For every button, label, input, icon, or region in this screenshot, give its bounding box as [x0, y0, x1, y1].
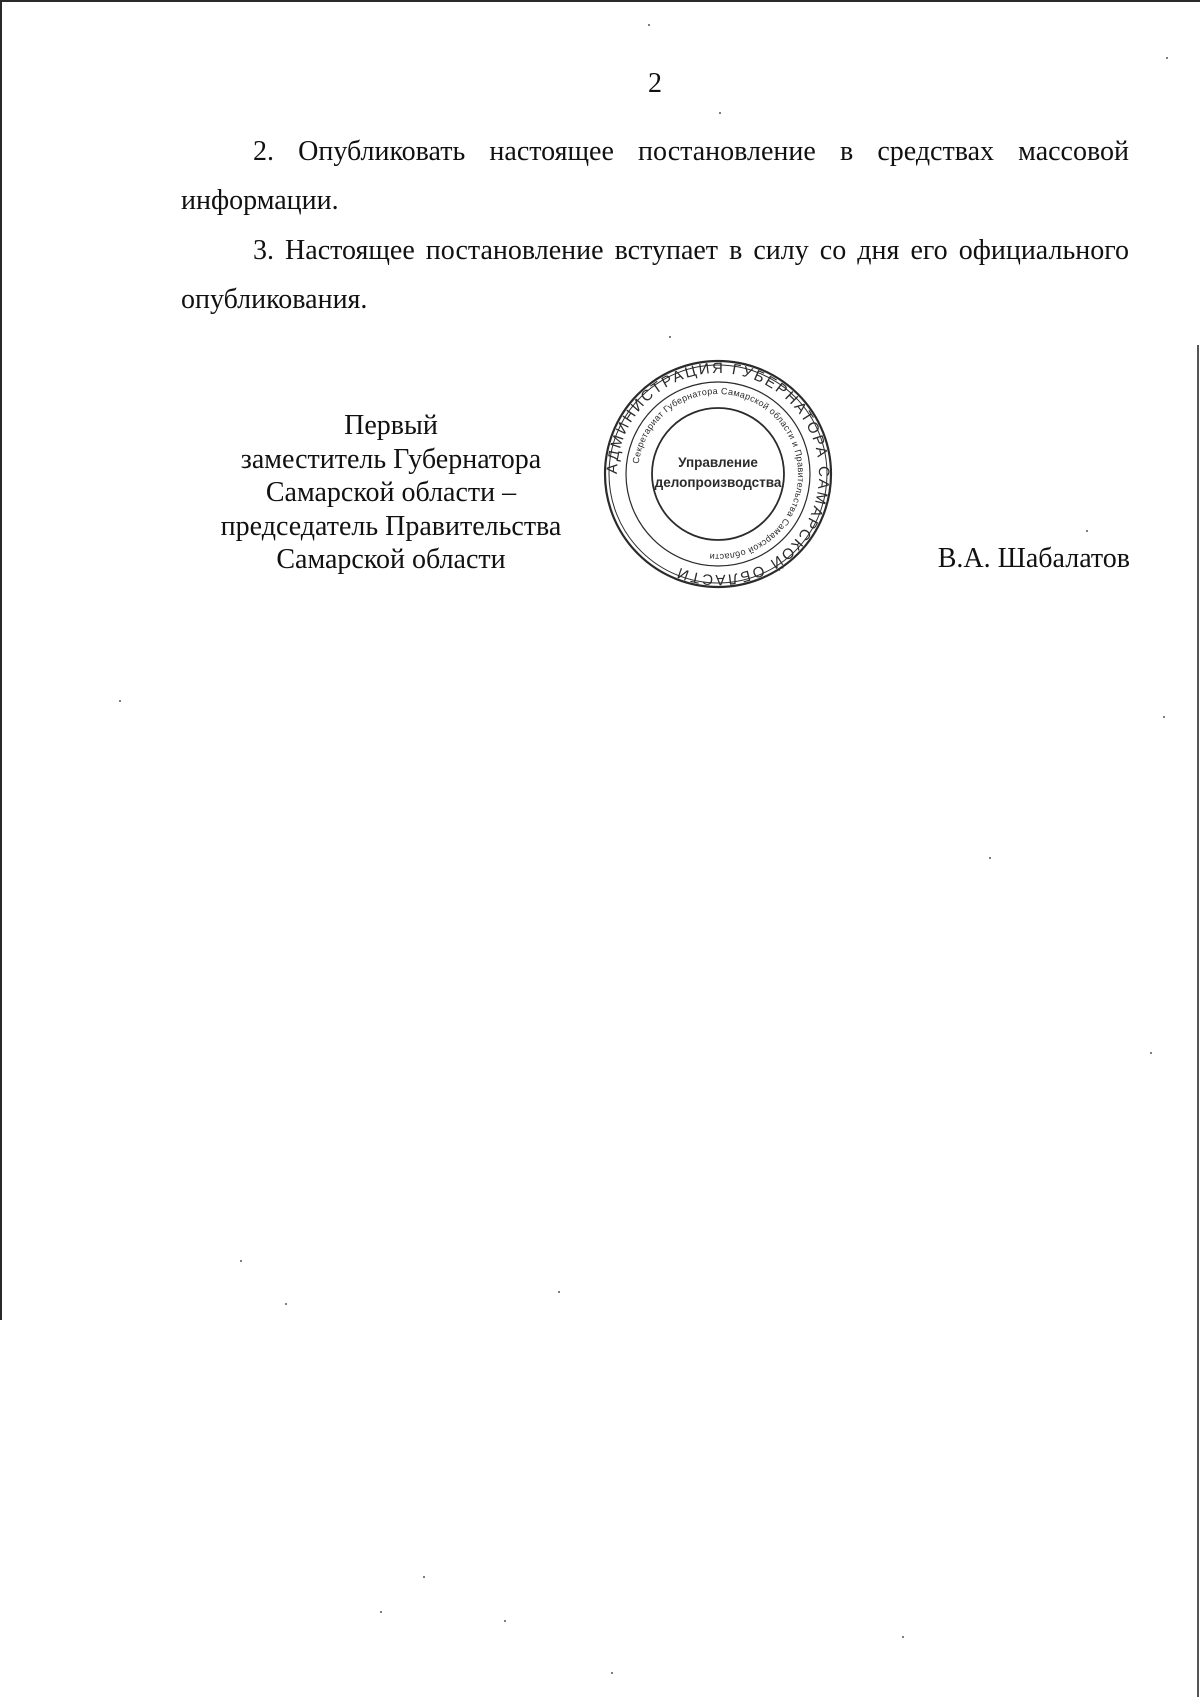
signer-title-line: заместитель Губернатора — [240, 443, 542, 475]
scan-speck — [285, 1303, 287, 1305]
scan-speck — [611, 1672, 613, 1674]
stamp-center-line: делопроизводства — [654, 475, 782, 490]
scan-speck — [380, 1611, 382, 1613]
page-number: 2 — [648, 68, 662, 99]
signer-title — [196, 409, 586, 577]
scan-speck — [648, 24, 650, 26]
paragraph-publish: 2. Опубликовать настоящее постановление в средствах массовой информации. — [181, 136, 1129, 216]
stamp-inner-text-path: Секретариат Губернатора Самарской области и Правительства Самарской области — [630, 385, 807, 563]
signer-title-line: председатель Правительства — [220, 510, 562, 542]
scan-speck — [989, 857, 991, 859]
scan-speck — [423, 1576, 425, 1578]
scan-speck — [719, 112, 721, 114]
signer-title-line: Самарской области – — [265, 477, 517, 508]
official-stamp — [603, 359, 833, 589]
scan-speck — [240, 1260, 242, 1262]
stamp-outer-text-path: АДМИНИСТРАЦИЯ ГУБЕРНАТОРА САМАРСКОЙ ОБЛАСТИ — [603, 359, 833, 589]
paragraph-effective: 3. Настоящее постановление вступает в силу со дня его официального опубликования. — [181, 235, 1129, 315]
scan-speck — [504, 1620, 506, 1622]
scan-speck — [1163, 716, 1165, 718]
stamp-center-line: Управление — [678, 455, 758, 470]
scan-edge-left — [0, 0, 2, 1320]
signer-title-line: Первый — [344, 410, 438, 441]
stamp-ring-inner — [652, 408, 784, 540]
scan-speck — [1150, 1052, 1152, 1054]
scan-speck — [1166, 57, 1168, 59]
scan-edge-right — [1197, 345, 1199, 1697]
scan-edge-top — [0, 0, 1200, 2]
signer-name: В.А. Шабалатов — [937, 543, 1130, 574]
scan-speck — [669, 336, 671, 338]
scan-speck — [902, 1636, 904, 1638]
stamp-ring-middle — [626, 382, 810, 566]
scan-speck — [1086, 530, 1088, 532]
scan-speck — [558, 1291, 560, 1293]
scan-speck — [119, 700, 121, 702]
stamp-inner-text — [631, 386, 806, 562]
signer-title-line: Самарской области — [276, 544, 506, 575]
